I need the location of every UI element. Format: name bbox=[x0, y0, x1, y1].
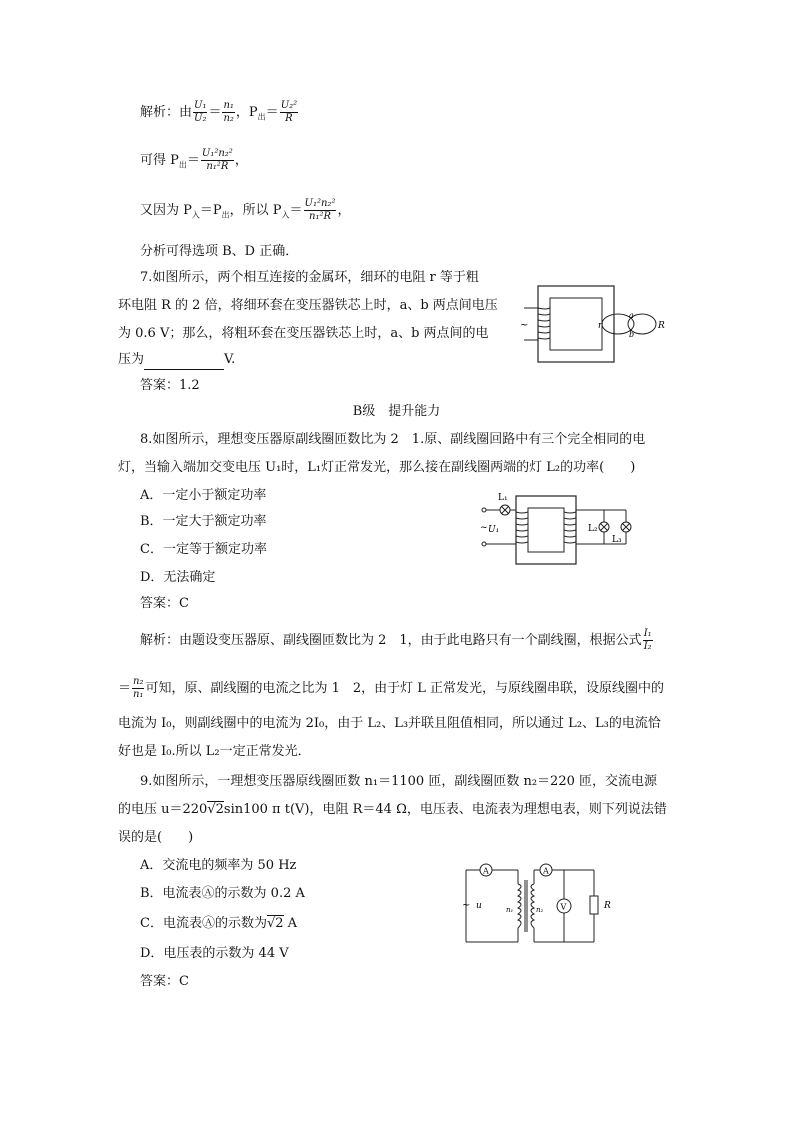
label-L1: L₁ bbox=[498, 493, 508, 503]
q9-line1: 9.如图所示，一理想变压器原线圈匝数 n₁＝1100 匝，副线圈匝数 n₂＝220 匝，交流电源 bbox=[140, 774, 657, 789]
fraction: $\frac{\text{U₁}}{\text{U₂}}$ bbox=[194, 100, 207, 124]
analysis6-line3: 又因为 $P_入=P_出$，所以 $P_入=$ $\frac{\text{U₁²n₂²}}{\text{n₁²R}}$ ， bbox=[140, 198, 351, 222]
label-b: b bbox=[629, 330, 635, 339]
q8-option-b[interactable]: B．一定大于额定功率 bbox=[140, 514, 267, 529]
analysis6-line4: 分析可得选项 B、D 正确． bbox=[140, 244, 299, 259]
q8-analysis-line4: 好也是 I₀.所以 L₂一定正常发光． bbox=[118, 744, 311, 759]
fraction: $\frac{\text{n₁}}{\text{n₂}}$ bbox=[223, 100, 234, 124]
q9-option-a[interactable]: A．交流电的频率为 50 Hz bbox=[140, 858, 297, 873]
voltmeter-label: V bbox=[560, 902, 567, 912]
label-L3: L₃ bbox=[612, 535, 622, 545]
label-a: a bbox=[629, 311, 634, 320]
q8-answer: 答案：C bbox=[140, 596, 189, 611]
q7-line3: 为 0.6 V；那么，将粗环套在变压器铁芯上时，a、b 两点间的电 bbox=[118, 326, 489, 341]
q7-line4: 压为 V. bbox=[118, 350, 235, 370]
ac-source-symbol: ~ bbox=[520, 320, 529, 331]
analysis6-line1: 解析：由 $\frac{\text{U₁}}{\text{U₂}}$ ＝ $\frac{\text{n₁}}{\text{n₂}}$ ，$P_出=$ $\frac{\text{U₂²}}{R}$ bbox=[140, 100, 298, 124]
q9-option-c[interactable]: C．电流表Ⓐ的示数为√2 A bbox=[140, 916, 298, 931]
label-L2: L₂ bbox=[588, 524, 598, 534]
q7-line2: 环电阻 R 的 2 倍，将细环套在变压器铁芯上时，a、b 两点间电压 bbox=[118, 298, 498, 313]
q9-line2: 的电压 u＝220√2sin100 π t(V)，电阻 R＝44 Ω，电压表、电流表为理想电表，则下列说法错 bbox=[118, 802, 667, 817]
q7-figure bbox=[518, 282, 668, 366]
q8-line1: 8.如图所示，理想变压器原副线圈匝数比为 2 1.原、副线圈回路中有三个完全相同的电 bbox=[140, 432, 646, 447]
q7-answer: 答案：1.2 bbox=[140, 378, 200, 393]
q8-analysis-line2: ＝ $\frac{\text{n₂}}{\text{n₁}}$ 可知，原、副线圈的电流之比为 1 2，由于灯 L 正常发光，与原线圈串联，设原线圈中的 bbox=[118, 676, 665, 700]
label-R: R bbox=[604, 901, 611, 911]
ac-source-symbol: ~ bbox=[462, 900, 471, 911]
q8-option-c[interactable]: C．一定等于额定功率 bbox=[140, 542, 267, 557]
fraction: $\frac{\text{U₂²}}{R}$ bbox=[280, 100, 298, 124]
q9-option-b[interactable]: B．电流表Ⓐ的示数为 0.2 A bbox=[140, 886, 305, 901]
answer-blank[interactable] bbox=[144, 355, 224, 370]
q8-analysis-line3: 电流为 I₀，则副线圈中的电流为 2I₀，由于 L₂、L₃并联且阻值相同，所以通过 L₂、L₃的电流恰 bbox=[118, 716, 661, 731]
label-R: R bbox=[658, 321, 665, 331]
fraction: $\frac{\text{n₂}}{\text{n₁}}$ bbox=[133, 676, 144, 700]
q9-figure bbox=[460, 856, 620, 946]
q9-answer: 答案：C bbox=[140, 974, 189, 989]
label-U1: U₁ bbox=[488, 525, 500, 535]
fraction: $\frac{\text{U₁²n₂²}}{\text{n₁²R}}$ bbox=[304, 198, 336, 222]
q8-analysis-line1: 解析：由题设变压器原、副线圈匝数比为 2 1，由于此电路只有一个副线圈，根据公式 $\frac{\text{I₁}}{\text{I₂}}$ bbox=[140, 628, 652, 652]
label-r: r bbox=[598, 321, 603, 331]
fraction: $\frac{\text{I₁}}{\text{I₂}}$ bbox=[643, 628, 652, 652]
ammeter-1-label: A bbox=[483, 866, 489, 876]
q8-option-d[interactable]: D．无法确定 bbox=[140, 570, 216, 585]
fraction: $\frac{\text{U₁²n₂²}}{\text{n₁²R}}$ bbox=[201, 148, 233, 172]
analysis6-line2: 可得 $P_出=$ $\frac{\text{U₁²n₂²}}{\text{n₁²R}}$ ， bbox=[140, 148, 248, 172]
ac-source-symbol: ~ bbox=[480, 523, 488, 533]
q9-option-d[interactable]: D．电压表的示数为 44 V bbox=[140, 946, 289, 961]
q8-line2: 灯，当输入端加交变电压 U₁时，L₁灯正常发光，那么接在副线圈两端的灯 L₂的功率( ) bbox=[118, 460, 636, 475]
ammeter-2-label: A bbox=[543, 866, 549, 876]
q9-line3: 误的是( ) bbox=[118, 830, 194, 845]
section-heading: B级 提升能力 bbox=[352, 404, 441, 419]
label-n2: n₂ bbox=[536, 906, 544, 914]
label-u: u bbox=[476, 901, 482, 911]
q8-option-a[interactable]: A．一定小于额定功率 bbox=[140, 488, 267, 503]
label-n1: n₁ bbox=[506, 906, 514, 914]
q8-figure bbox=[478, 488, 638, 568]
q7-line1: 7.如图所示，两个相互连接的金属环，细环的电阻 r 等于粗 bbox=[140, 270, 479, 285]
